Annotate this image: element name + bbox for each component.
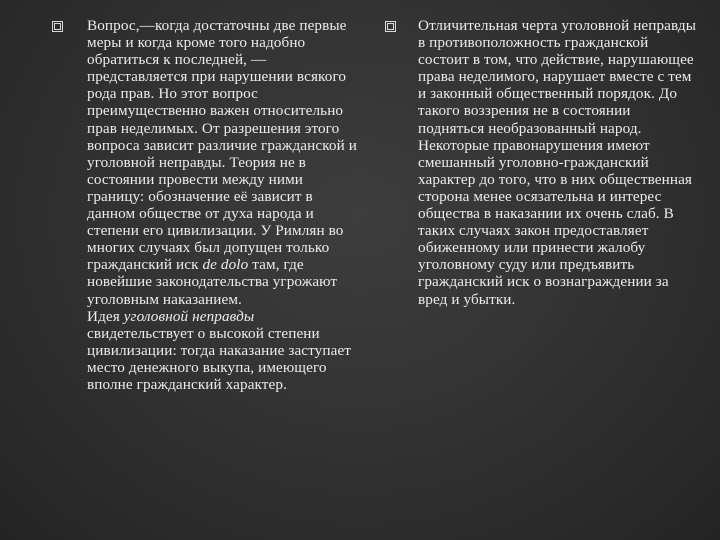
left-italic-de-dolo: de dolo xyxy=(202,256,249,274)
left-paragraph xyxy=(87,17,357,393)
left-italic-criminal-wrong: уголовной неправды xyxy=(123,307,255,325)
right-paragraph: Отличительная черта уголовной неправды в противоположность гражданской состоит в том, что действие, нарушающее права неделимого, нарушает вместе с тем и законный общественный порядок. До такого воззрения не в состоянии подняться необразованный народ. Некоторые правонарушения имеют смешанный уголовно-гражданский характер до того, что в них общественная сторона менее осязательна и интерес общества в наказании их очень слаб. В таких случаях закон предоставляет обиженному или принести жалобу уголовному суду или предъявить гражданский иск о вознаграждении за вред и убытки. xyxy=(418,17,697,308)
left-text-part-2: там, где новейшие законодательства угрожают уголовным наказанием. xyxy=(87,256,338,308)
left-text-column xyxy=(87,17,357,393)
left-text-part-3: Идея xyxy=(87,307,124,325)
square-bullet-icon xyxy=(52,21,63,32)
right-text-column xyxy=(418,17,698,308)
left-text-part-1: Вопрос,—когда достаточны две первые меры и когда кроме того надобно обратиться к последней, —представляется при нарушении всякого рода прав. Но этот вопрос преимущественно важен относительно прав неделимых. От разрешения этого вопроса зависит различие гражданской и уголовной неправды. Теория не в состоянии провести между ними границу: обозначение её зависит в данном обществе от духа народа и степени его цивилизации. У Римлян во многих случаях был допущен только гражданский иск xyxy=(87,17,357,274)
square-bullet-icon xyxy=(385,21,396,32)
left-text-part-4: свидетельствует о высокой степени цивилизации: тогда наказание заступает место денежного выкупа, имеющего вполне гражданский характер. xyxy=(87,324,352,393)
